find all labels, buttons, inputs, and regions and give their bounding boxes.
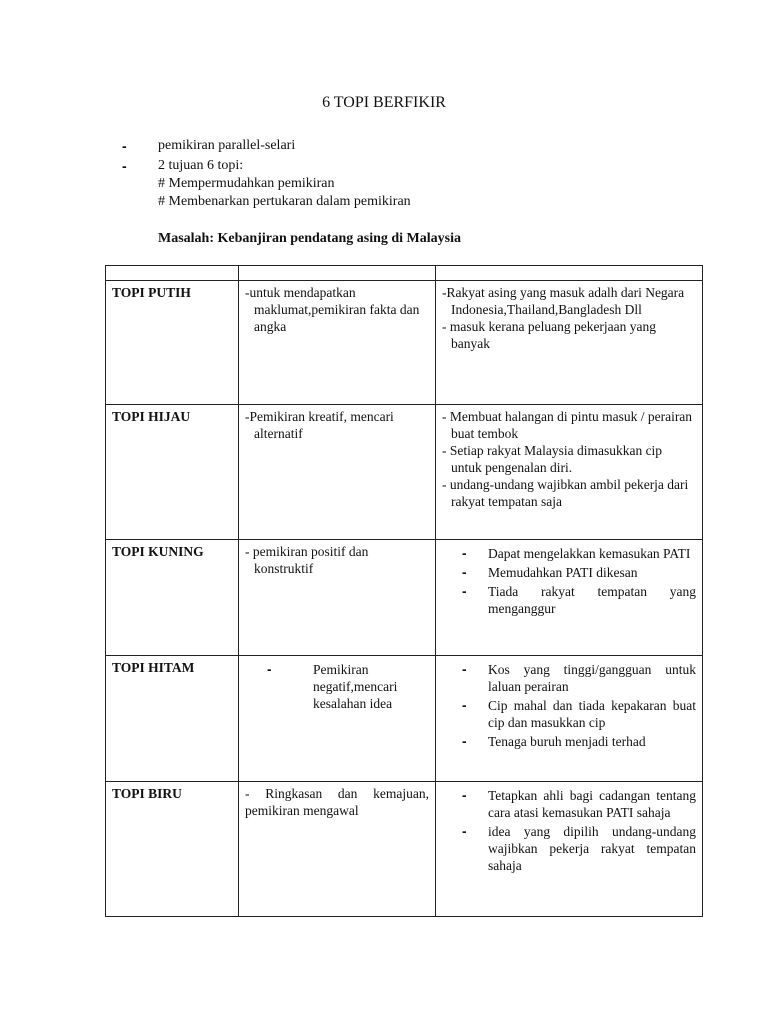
hat-name: TOPI BIRU bbox=[106, 782, 239, 917]
intro-bullet bbox=[122, 157, 682, 175]
bullet-marker: - bbox=[462, 584, 467, 599]
hat-name: TOPI HITAM bbox=[106, 656, 239, 782]
list-item bbox=[245, 661, 429, 712]
example-text: - undang-undang wajibkan ambil pekerja dari rakyat tempatan saja bbox=[442, 477, 689, 509]
list-item bbox=[442, 661, 696, 695]
hat-example bbox=[436, 540, 703, 656]
example-list bbox=[442, 661, 696, 750]
bullet-marker: - bbox=[462, 788, 467, 803]
description-list bbox=[245, 661, 429, 712]
example-text: - Setiap rakyat Malaysia dimasukkan cip untuk pengenalan diri. bbox=[442, 443, 663, 475]
list-item bbox=[442, 583, 696, 617]
hat-example bbox=[436, 656, 703, 782]
table-cell bbox=[239, 266, 436, 281]
example-text: -Rakyat asing yang masuk adalh dari Negara Indonesia,Thailand,Bangladesh Dll bbox=[442, 285, 685, 317]
bullet-marker: - bbox=[462, 546, 467, 561]
table-cell bbox=[106, 266, 239, 281]
example-text: Tetapkan ahli bagi cadangan tentang cara atasi kemasukan PATI sahaja bbox=[488, 788, 696, 820]
example-list bbox=[442, 545, 696, 617]
bullet-marker: - bbox=[462, 662, 467, 677]
example-text: - Membuat halangan di pintu masuk / perairan buat tembok bbox=[442, 409, 693, 441]
intro-sub-item: # Membenarkan pertukaran dalam pemikiran bbox=[158, 194, 411, 209]
example-text: - masuk kerana peluang pekerjaan yang banyak bbox=[442, 319, 657, 351]
table-row bbox=[106, 782, 703, 917]
bullet-marker: - bbox=[122, 158, 127, 174]
bullet-marker: - bbox=[462, 698, 467, 713]
list-item bbox=[442, 787, 696, 821]
table-row bbox=[106, 405, 703, 540]
table-row bbox=[106, 656, 703, 782]
example-text: Kos yang tinggi/gangguan untuk laluan perairan bbox=[488, 662, 696, 694]
hat-description bbox=[239, 405, 436, 540]
example-text: Tenaga buruh menjadi terhad bbox=[488, 734, 646, 749]
hat-example bbox=[436, 405, 703, 540]
example-text: Memudahkan PATI dikesan bbox=[488, 565, 638, 580]
page-title: 6 TOPI BERFIKIR bbox=[322, 94, 446, 111]
hat-example bbox=[436, 281, 703, 405]
description-text: -Pemikiran kreatif, mencari alternatif bbox=[245, 409, 394, 441]
list-item bbox=[442, 733, 696, 750]
hat-description bbox=[239, 656, 436, 782]
bullet-marker: - bbox=[122, 138, 127, 154]
list-item bbox=[442, 564, 696, 581]
example-list bbox=[442, 787, 696, 874]
table-row bbox=[106, 281, 703, 405]
hat-description bbox=[239, 540, 436, 656]
hat-name: TOPI HIJAU bbox=[106, 405, 239, 540]
table-header-row bbox=[106, 266, 703, 281]
intro-bullet-text: pemikiran parallel-selari bbox=[158, 138, 296, 153]
bullet-marker: - bbox=[462, 734, 467, 749]
example-text: Tiada rakyat tempatan yang menganggur bbox=[488, 584, 696, 616]
hat-description bbox=[239, 281, 436, 405]
list-item bbox=[442, 545, 696, 562]
list-item bbox=[442, 697, 696, 731]
example-text: Dapat mengelakkan kemasukan PATI bbox=[488, 546, 691, 561]
example-text: Cip mahal dan tiada kepakaran buat cip dan masukkan cip bbox=[488, 698, 696, 730]
list-item bbox=[442, 823, 696, 874]
example-text: idea yang dipilih undang-undang wajibkan pekerja rakyat tempatan sahaja bbox=[488, 824, 696, 873]
intro-bullet-text: 2 tujuan 6 topi: bbox=[158, 158, 244, 173]
intro-list bbox=[122, 137, 682, 211]
bullet-marker: - bbox=[462, 565, 467, 580]
intro-bullet bbox=[122, 137, 682, 155]
table-cell bbox=[436, 266, 703, 281]
hat-name: TOPI PUTIH bbox=[106, 281, 239, 405]
description-text: - Ringkasan dan kemajuan, pemikiran mengawal bbox=[245, 786, 429, 818]
bullet-marker: - bbox=[267, 662, 272, 677]
hat-example bbox=[436, 782, 703, 917]
description-text: Pemikiran negatif,mencari kesalahan idea bbox=[313, 662, 398, 711]
description-text: - pemikiran positif dan konstruktif bbox=[245, 544, 369, 576]
description-text: -untuk mendapatkan maklumat,pemikiran fakta dan angka bbox=[245, 285, 420, 334]
hat-description bbox=[239, 782, 436, 917]
bullet-marker: - bbox=[462, 824, 467, 839]
table-row bbox=[106, 540, 703, 656]
hat-name: TOPI KUNING bbox=[106, 540, 239, 656]
problem-statement: Masalah: Kebanjiran pendatang asing di Malaysia bbox=[158, 231, 461, 246]
hats-table bbox=[105, 265, 703, 917]
intro-sub-item: # Mempermudahkan pemikiran bbox=[158, 176, 335, 191]
